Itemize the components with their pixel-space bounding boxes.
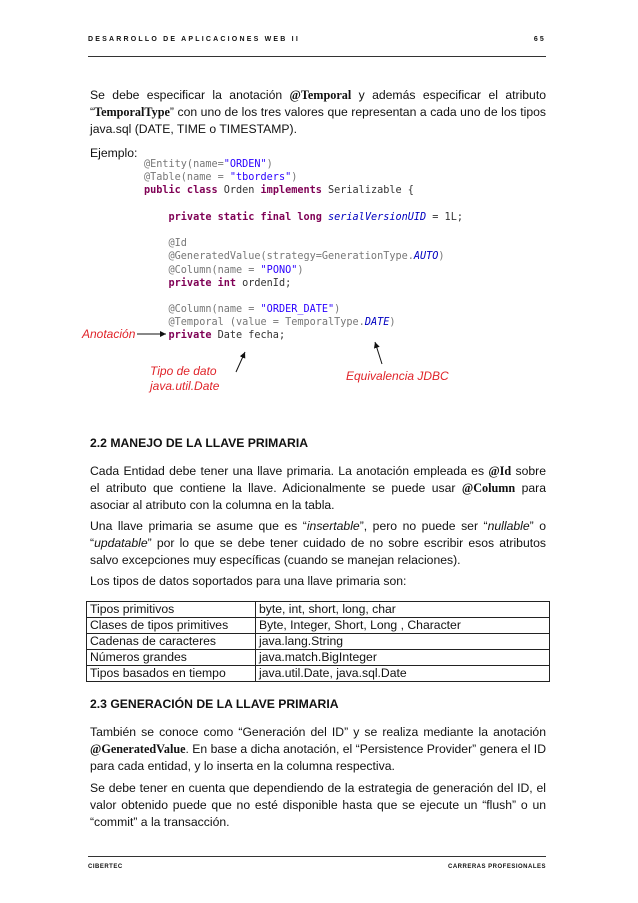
code-token: = 1L; [426,211,463,223]
annotation-name: @GeneratedValue [90,742,186,756]
text: También se conoce como “Generación del ID” y se realiza mediante la anotación [90,725,546,739]
table-cell: Byte, Integer, Short, Long , Character [256,618,550,634]
code-token: ) [389,317,396,329]
types-table [86,601,550,682]
code-token: DATE [364,317,390,329]
text: y además especificar el atributo “ [90,88,546,119]
table-cell: Cadenas de caracteres [87,634,256,650]
paragraph-flush: Se debe tener en cuenta que dependiendo de la estrategia de generación del ID, el valor obtenido puede que no esté disponible hasta que se ejecute un “flush” o un “commit” a la transacción. [90,781,546,829]
table-row [87,634,550,650]
code-token: public class [144,185,224,197]
table-row [87,602,550,618]
annotation-name: TemporalType [94,105,170,119]
paragraph-llave [90,463,546,514]
text: sobre el atributo que contiene la llave. Adicionalmente se puede usar [90,464,546,495]
code-token: AUTO [413,251,439,263]
text: ” con uno de los tres valores que representan a cada uno de los tipos java.sql (DATE, TIME o TIMESTAMP). [90,105,546,136]
section-heading-2-2: 2.2 MANEJO DE LA LLAVE PRIMARIA [90,436,309,450]
text: ”, pero no puede ser “ [359,519,488,533]
code-token: @Column(name = [144,304,261,316]
code-token: Orden [223,185,261,197]
table-cell: java.lang.String [256,634,550,650]
table-cell: java.match.BigInteger [256,650,550,666]
code-token: private int [144,277,243,289]
table-cell: Tipos primitivos [87,602,256,618]
paragraph-generacion [90,724,546,775]
code-token: "PONO" [260,264,298,276]
table-row [87,618,550,634]
arrow-tipo [236,352,245,372]
code-token: private static final long [144,211,329,223]
code-token: Date fecha; [217,330,286,342]
arrow-jdbc [375,342,382,364]
header-title: DESARROLLO DE APLICACIONES WEB II [88,36,300,43]
code-token: @Temporal (value = TemporalType. [144,317,365,329]
code-token: ) [334,304,341,316]
label-line: Tipo de dato [150,364,217,378]
code-token: serialVersionUID [328,211,427,223]
table-cell: byte, int, short, long, char [256,602,550,618]
text: Una llave primaria se asume que es “ [90,519,307,533]
code-token: ) [291,172,298,184]
footer-left: CIBERTEC [88,864,123,870]
table-row [87,666,550,682]
italic-term: insertable [306,519,360,533]
page-footer [88,864,546,870]
paragraph-insertable [90,518,546,569]
annotation-name: @Column [461,481,516,495]
code-token: ) [266,159,273,170]
ejemplo-label: Ejemplo: [90,146,138,160]
text: ” o “ [90,519,546,550]
code-token: @Table(name = [144,172,230,184]
code-token: @Column(name = [144,264,261,276]
text: para asociar al atributo con la columna en la tabla. [90,481,547,512]
text: . En base a dicha anotación, el “Persistence Provider” genera el ID para cada entidad, y lo inserta en la columna respectiva. [90,742,546,773]
code-token: @Entity(name= [144,159,224,170]
annotation-name: @Id [488,464,512,478]
code-token: ) [297,264,304,276]
italic-term: updatable [94,536,148,550]
code-token: Serializable { [328,185,414,197]
code-token: private [144,330,218,342]
code-token: @GeneratedValue(strategy=GenerationType. [144,251,414,263]
footer-rule [88,856,546,857]
annotation-name: @Temporal [289,88,352,102]
table-cell: Clases de tipos primitives [87,618,256,634]
code-token: implements [260,185,329,197]
code-token: ) [438,251,445,263]
table-cell: Tipos basados en tiempo [87,666,256,682]
text: Se debe especificar la anotación [90,88,290,102]
code-token: ordenId; [242,277,292,289]
table-cell: java.util.Date, java.sql.Date [256,666,550,682]
code-token: @Id [144,238,187,250]
text: Cada Entidad debe tener una llave primaria. La anotación empleada es [90,464,489,478]
table-row [87,650,550,666]
table-cell: Números grandes [87,650,256,666]
page-number: 65 [533,36,546,43]
footer-right: CARRERAS PROFESIONALES [447,864,546,870]
italic-term: nullable [487,519,530,533]
text: ” por lo que se debe tener cuidado de no sobre escribir esos atributos salvo excepciones muy específicas (cuando se manejan relaciones). [90,536,546,567]
code-token: "tborders" [229,172,292,184]
label-equivalencia: Equivalencia JDBC [346,369,449,383]
label-anotacion: Anotación [82,327,136,341]
section-heading-2-3: 2.3 GENERACIÓN DE LA LLAVE PRIMARIA [90,697,339,711]
paragraph-tipos: Los tipos de datos soportados para una llave primaria son: [90,574,407,588]
code-token: "ORDER_DATE" [260,304,335,316]
label-line: java.util.Date [150,379,220,393]
code-token: "ORDEN" [223,159,267,170]
